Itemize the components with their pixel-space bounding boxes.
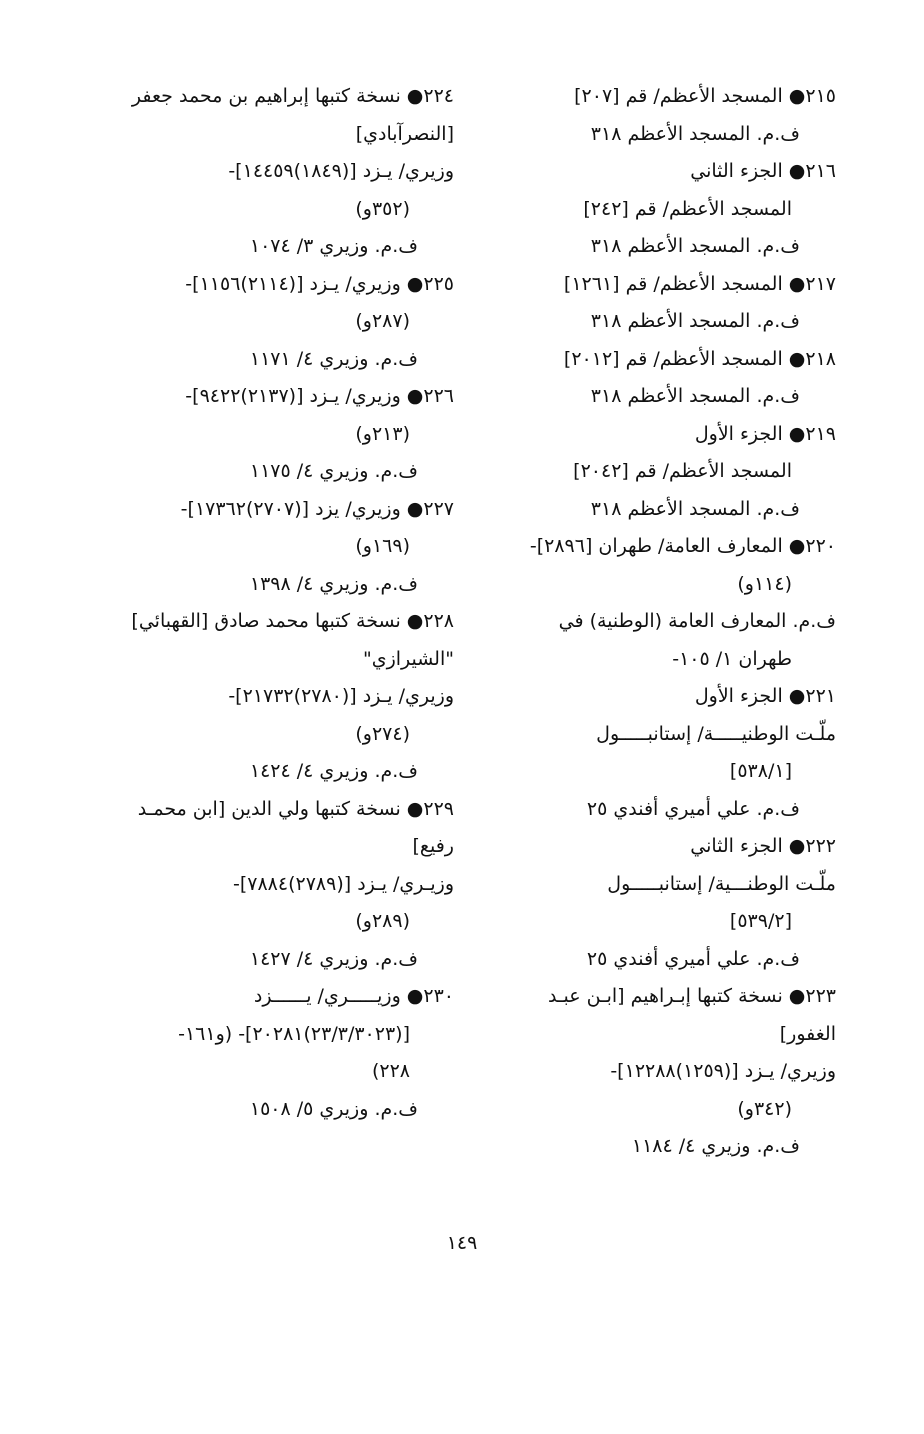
entry-line: ٢١٦● الجزء الثاني <box>690 160 836 182</box>
entry-line: ٢٢٦● وزيري/ يـزد [(٢١٣٧)٩٤٢٢]- <box>185 385 454 407</box>
entry-line: ف.م. المسجد الأعظم ٣١٨ <box>590 235 800 257</box>
entry-line: وزيري/ يـزد [(١٢٥٩)١٢٢٨٨]- <box>610 1060 836 1082</box>
entry-line: (٣٥٢و) <box>355 197 410 220</box>
entry-line: [النصرآبادي] <box>355 122 454 145</box>
entry-line: (١١٤و) <box>737 572 792 595</box>
entry-line: ٢٢١● الجزء الأول <box>694 685 836 707</box>
left-column <box>112 78 454 1128</box>
entry-line: ٢١٩● الجزء الأول <box>694 422 836 445</box>
entry-line: (٢٨٧و) <box>355 310 410 332</box>
entry-line: ف.م. وزيري ٤/ ١١٧١ <box>249 347 418 370</box>
entry-line: [٥٣٨/١] <box>729 760 792 782</box>
entry-line: ٢٢٤● نسخة كتبها إبراهيم بن محمد جعفر <box>131 85 454 107</box>
entry-line: ف.م. المسجد الأعظم ٣١٨ <box>590 122 800 145</box>
entry-line: [(٢٣/٣/٣٠٢٣)٢٠٢٨١]- (و١٦١- <box>178 1022 410 1045</box>
entry-line: (١٦٩و) <box>355 535 410 557</box>
entry-line: طهران ١/ ١٠٥- <box>672 647 792 670</box>
entry-line: ف.م. المسجد الأعظم ٣١٨ <box>590 385 800 407</box>
entry-line: (٢١٣و) <box>355 422 410 445</box>
entry-line: ٢٢٩● نسخة كتبها ولي الدين [ابن محمـد <box>137 797 454 820</box>
right-column <box>496 78 836 1166</box>
entry-line: ٢٢٠● المعارف العامة/ طهران [٢٨٩٦]- <box>529 535 836 557</box>
entry-line: ف.م. علي أميري أفندي ٢٥ <box>586 797 800 820</box>
page-number: ١٤٩ <box>446 1232 478 1254</box>
entry-line: رفيع] <box>412 835 454 857</box>
entry-line: ف.م. وزيري ٤/ ١٣٩٨ <box>249 572 418 595</box>
entry-line: ف.م. علي أميري أفندي ٢٥ <box>586 947 800 970</box>
entry-line: (٣٤٢و) <box>737 1097 792 1120</box>
entry-line: ٢٢٧● وزيري/ يزد [(٢٧٠٧)١٧٣٦٢]- <box>180 497 454 520</box>
entry-line: (٢٨٩و) <box>355 910 410 932</box>
entry-line: ف.م. وزيري ٤/ ١١٧٥ <box>249 460 418 482</box>
entry-line: ٢٢٣● نسخة كتبها إبـراهيم [ابـن عبـد <box>547 985 836 1007</box>
entry-line: وزيري/ يـزد [(٢٧٨٠)٢١٧٣٢]- <box>228 685 454 707</box>
entry-line: ملّـت الوطنـــية/ إستانبـــــول <box>607 872 836 895</box>
entry-line: ف.م. وزيري ٤/ ١١٨٤ <box>631 1135 800 1157</box>
entry-line: ف.م. المسجد الأعظم ٣١٨ <box>590 310 800 332</box>
entry-line: ٢٢٥● وزيري/ يـزد [(٢١١٤)١١٥٦]- <box>185 272 454 295</box>
entry-line: ٢١٨● المسجد الأعظم/ قم [٢٠١٢] <box>563 347 836 370</box>
entry-line: ٢٢٨● نسخة كتبها محمد صادق [القهبائي] <box>131 610 454 632</box>
entry-line: ف.م. وزيري ٣/ ١٠٧٤ <box>249 235 418 257</box>
entry-line: ف.م. وزيري ٤/ ١٤٢٤ <box>249 760 418 782</box>
entry-line: ٢١٧● المسجد الأعظم/ قم [١٢٦١] <box>563 272 836 295</box>
entry-line: الغفور] <box>779 1022 836 1045</box>
entry-line: ف.م. وزيري ٥/ ١٥٠٨ <box>249 1097 418 1120</box>
entry-line: ملّـت الوطنيـــــة/ إستانبـــــول <box>596 722 836 745</box>
entry-line: "الشيرازي" <box>362 647 454 670</box>
entry-line: وزيري/ يـزد [(١٨٤٩)١٤٤٥٩]- <box>228 160 454 182</box>
entry-line: وزيـري/ يـزد [(٢٧٨٩)٧٨٨٤]- <box>232 872 454 895</box>
entry-line: ف.م. المسجد الأعظم ٣١٨ <box>590 497 800 520</box>
entry-line: المسجد الأعظم/ قم [٢٠٤٢] <box>573 460 792 482</box>
entry-line: ف.م. المعارف العامة (الوطنية) في <box>558 610 836 632</box>
entry-line: ٢١٥● المسجد الأعظم/ قم [٢٠٧] <box>574 85 836 107</box>
entry-line: [٥٣٩/٢] <box>729 910 792 932</box>
entry-line: (٢٧٤و) <box>355 722 410 745</box>
entry-line: ٢٣٠● وزيـــــري/ يــــــزد <box>253 985 454 1007</box>
entry-line: ف.م. وزيري ٤/ ١٤٢٧ <box>249 947 418 970</box>
entry-line: المسجد الأعظم/ قم [٢٤٢] <box>583 197 792 220</box>
entry-line: ٢٢٢● الجزء الثاني <box>690 835 836 857</box>
entry-line: ٢٢٨) <box>371 1060 410 1082</box>
